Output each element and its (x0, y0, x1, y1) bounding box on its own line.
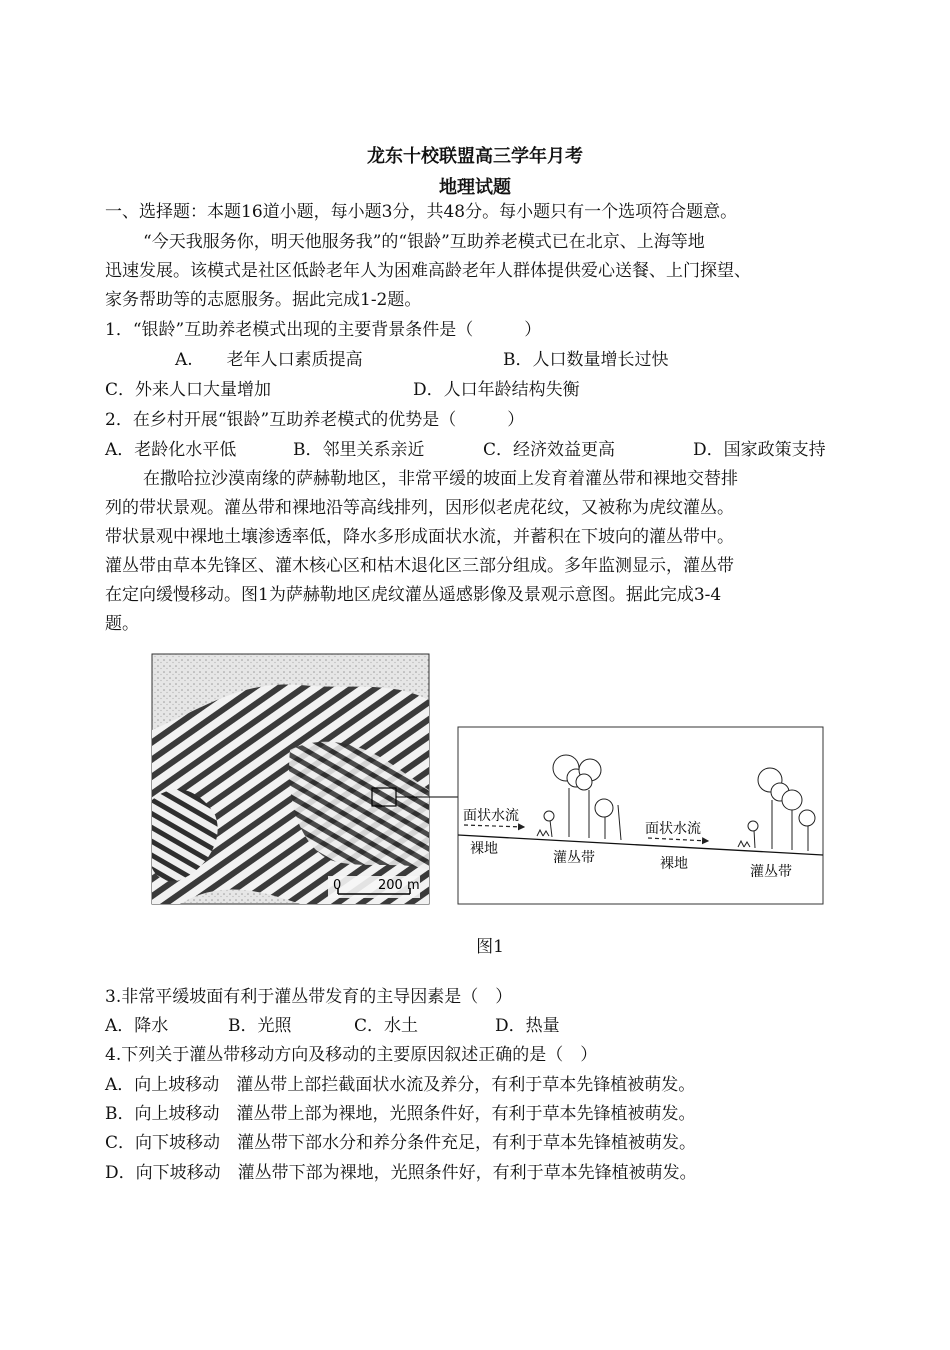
question-2-option-d[interactable]: D．国家政策支持 (693, 440, 826, 460)
passage1-line: 迅速发展。该模式是社区低龄老年人为困难高龄老年人群体提供爱心送餐、上门探望、 (105, 261, 751, 281)
exam-subtitle: 地理试题 (439, 177, 511, 198)
passage2-line: 带状景观中裸地土壤渗透率低，降水多形成面状水流，并蓄积在下坡向的灌丛带中。 (105, 527, 734, 547)
question-4-option-a[interactable]: A．向上坡移动 灌丛带上部拦截面状水流及养分，有利于草本先锋植被萌发。 (105, 1075, 696, 1095)
scale-end: 200 m (378, 878, 420, 893)
question-4-option-b[interactable]: B．向上坡移动 灌丛带上部为裸地，光照条件好，有利于草本先锋植被萌发。 (105, 1104, 696, 1124)
question-2-option-b[interactable]: B．邻里关系亲近 (293, 440, 425, 460)
question-1-option-c[interactable]: C．外来人口大量增加 (105, 380, 272, 400)
passage2-line: 列的带状景观。灌丛带和裸地沿等高线排列，因形似老虎花纹，又被称为虎纹灌丛。 (105, 498, 734, 518)
exam-title: 龙东十校联盟高三学年月考 (367, 146, 583, 167)
passage1-line: 家务帮助等的志愿服务。据此完成1-2题。 (105, 290, 422, 310)
question-4-option-c[interactable]: C．向下坡移动 灌丛带下部水分和养分条件充足，有利于草本先锋植被萌发。 (105, 1133, 697, 1153)
shrub-label-1: 灌丛带 (553, 850, 595, 866)
figure-1 (0, 640, 950, 920)
remote-sensing-image (152, 654, 458, 904)
passage2-line: 灌丛带由草本先锋区、灌木核心区和枯木退化区三部分组成。多年监测显示，灌丛带 (105, 556, 734, 576)
question-1-option-a[interactable]: A. 老年人口素质提高 (175, 350, 363, 370)
flow-label-2: 面状水流 (645, 821, 701, 837)
question-3-stem: 3.非常平缓坡面有利于灌丛带发育的主导因素是（ ） (105, 987, 513, 1007)
flow-label-1: 面状水流 (463, 808, 519, 824)
passage2-line: 题。 (105, 614, 139, 634)
question-3-option-d[interactable]: D．热量 (495, 1016, 560, 1036)
question-4-stem: 4.下列关于灌丛带移动方向及移动的主要原因叙述正确的是（ ） (105, 1045, 598, 1065)
question-4-option-d[interactable]: D．向下坡移动 灌丛带下部为裸地，光照条件好，有利于草本先锋植被萌发。 (105, 1163, 697, 1183)
question-1-option-b[interactable]: B．人口数量增长过快 (503, 350, 669, 370)
question-3-option-b[interactable]: B．光照 (228, 1016, 292, 1036)
question-2-stem: 2．在乡村开展“银龄”互助养老模式的优势是（ ） (105, 410, 525, 430)
bare-label-2: 裸地 (660, 856, 688, 872)
question-1-stem: 1．“银龄”互助养老模式出现的主要背景条件是（ ） (105, 320, 542, 340)
question-3-option-a[interactable]: A．降水 (105, 1016, 169, 1036)
passage1-line: “今天我服务你，明天他服务我”的“银龄”互助养老模式已在北京、上海等地 (143, 232, 705, 252)
scale-start: 0 (333, 878, 342, 893)
question-2-option-a[interactable]: A．老龄化水平低 (105, 440, 237, 460)
question-3-option-c[interactable]: C．水土 (354, 1016, 419, 1036)
figure-caption: 图1 (476, 937, 504, 957)
question-2-option-c[interactable]: C．经济效益更高 (483, 440, 616, 460)
shrub-label-2: 灌丛带 (750, 864, 792, 880)
bare-label-1: 裸地 (470, 841, 498, 857)
landscape-schematic (458, 727, 823, 904)
question-1-option-d[interactable]: D．人口年龄结构失衡 (413, 380, 580, 400)
section-instruction: 一、选择题：本题16道小题，每小题3分，共48分。每小题只有一个选项符合题意。 (105, 202, 738, 222)
passage2-line: 在撒哈拉沙漠南缘的萨赫勒地区，非常平缓的坡面上发育着灌丛带和裸地交替排 (143, 469, 738, 489)
passage2-line: 在定向缓慢移动。图1为萨赫勒地区虎纹灌丛遥感影像及景观示意图。据此完成3-4 (105, 585, 722, 605)
